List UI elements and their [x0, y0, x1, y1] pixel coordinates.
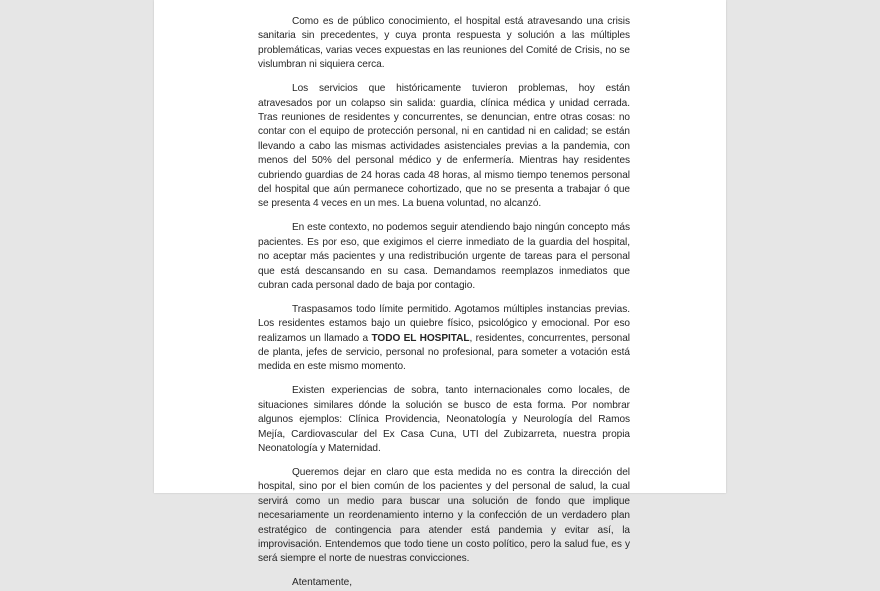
paragraph-crisis	[258, 15, 630, 73]
paragraph-text: Los servicios que históricamente tuvieron problemas, hoy están atravesados por un colapso sin salida: guardia, clínica médica y unidad cerrada. Tras reuniones de residentes y concurrentes, se denuncian, entre otras cosas: no contar con el equipo de protección personal, ni en cantidad ni en calidad; se están llevando a cabo las mismas actividades asistenciales previas a la pandemia, con menos del 50% del personal médico y de enfermería. Mientras hay residentes cubriendo guardias de 24 horas cada 48 horas, al mismo tiempo tenemos personal del hospital que aún permanece cohortizado, que no se presenta a trabajar ó que se presenta 4 veces en un mes. La buena voluntad, no alcanzó.	[258, 83, 630, 210]
paragraph-text: Traspasamos todo límite permitido. Agotamos múltiples instancias previas. Los residentes estamos bajo un quiebre físico, psicológico y emocional. Por eso realizamos un llamado a	[258, 303, 630, 344]
paragraph-services	[258, 82, 630, 212]
paragraph-text-continued: , residentes, concurrentes, personal de planta, jefes de servicio, personal no profesional, para someter a votación está medida en este mismo momento.	[258, 332, 630, 373]
closing-line: Atentamente,	[292, 577, 353, 589]
paragraph-text: Queremos dejar en claro que esta medida no es contra la dirección del hospital, sino por el bien común de los pacientes y del personal de salud, la cual servirá como un medio para buscar una solución de fondo que implique necesariamente un reordenamiento interno y la confección de un verdadero plan estratégico de contingencia para atender está pandemia y evitar así, la improvisación. Entendemos que todo tiene un costo político, pero la salud fue, es y será siempre el norte de nuestras convicciones.	[258, 466, 630, 565]
paragraph-experiences	[258, 384, 630, 456]
paragraph-clarification	[258, 466, 630, 567]
paragraph-bold-text: TODO EL HOSPITAL	[371, 332, 470, 344]
letter-body	[258, 15, 630, 591]
document-page	[154, 0, 726, 589]
paragraph-demands	[258, 221, 630, 293]
paragraph-text: En este contexto, no podemos seguir atendiendo bajo ningún concepto más pacientes. Es por eso, que exigimos el cierre inmediato de la guardia del hospital, no aceptar más pacientes y una redistribución urgente de tareas para el personal que está descansando en su casa. Demandamos reemplazos inmediatos que cubran cada personal dado de baja por contagio.	[258, 222, 630, 291]
paragraph-call	[258, 303, 630, 375]
paragraph-text: Como es de público conocimiento, el hospital está atravesando una crisis sanitaria sin precedentes, y cuya pronta respuesta y solución a las múltiples problemáticas, varias veces expuestas en las reuniones del Comité de Crisis, no se vislumbran ni siquiera cerca.	[258, 16, 630, 71]
paragraph-text: Existen experiencias de sobra, tanto internacionales como locales, de situaciones similares dónde la solución se busco de esta forma. Por nombrar algunos ejemplos: Clínica Providencia, Neonatología y Neurología del Ramos Mejía, Cardiovascular del Ex Casa Cuna, UTI del Zubizarreta, nuestra propia Neonatología y Maternidad.	[258, 385, 630, 454]
